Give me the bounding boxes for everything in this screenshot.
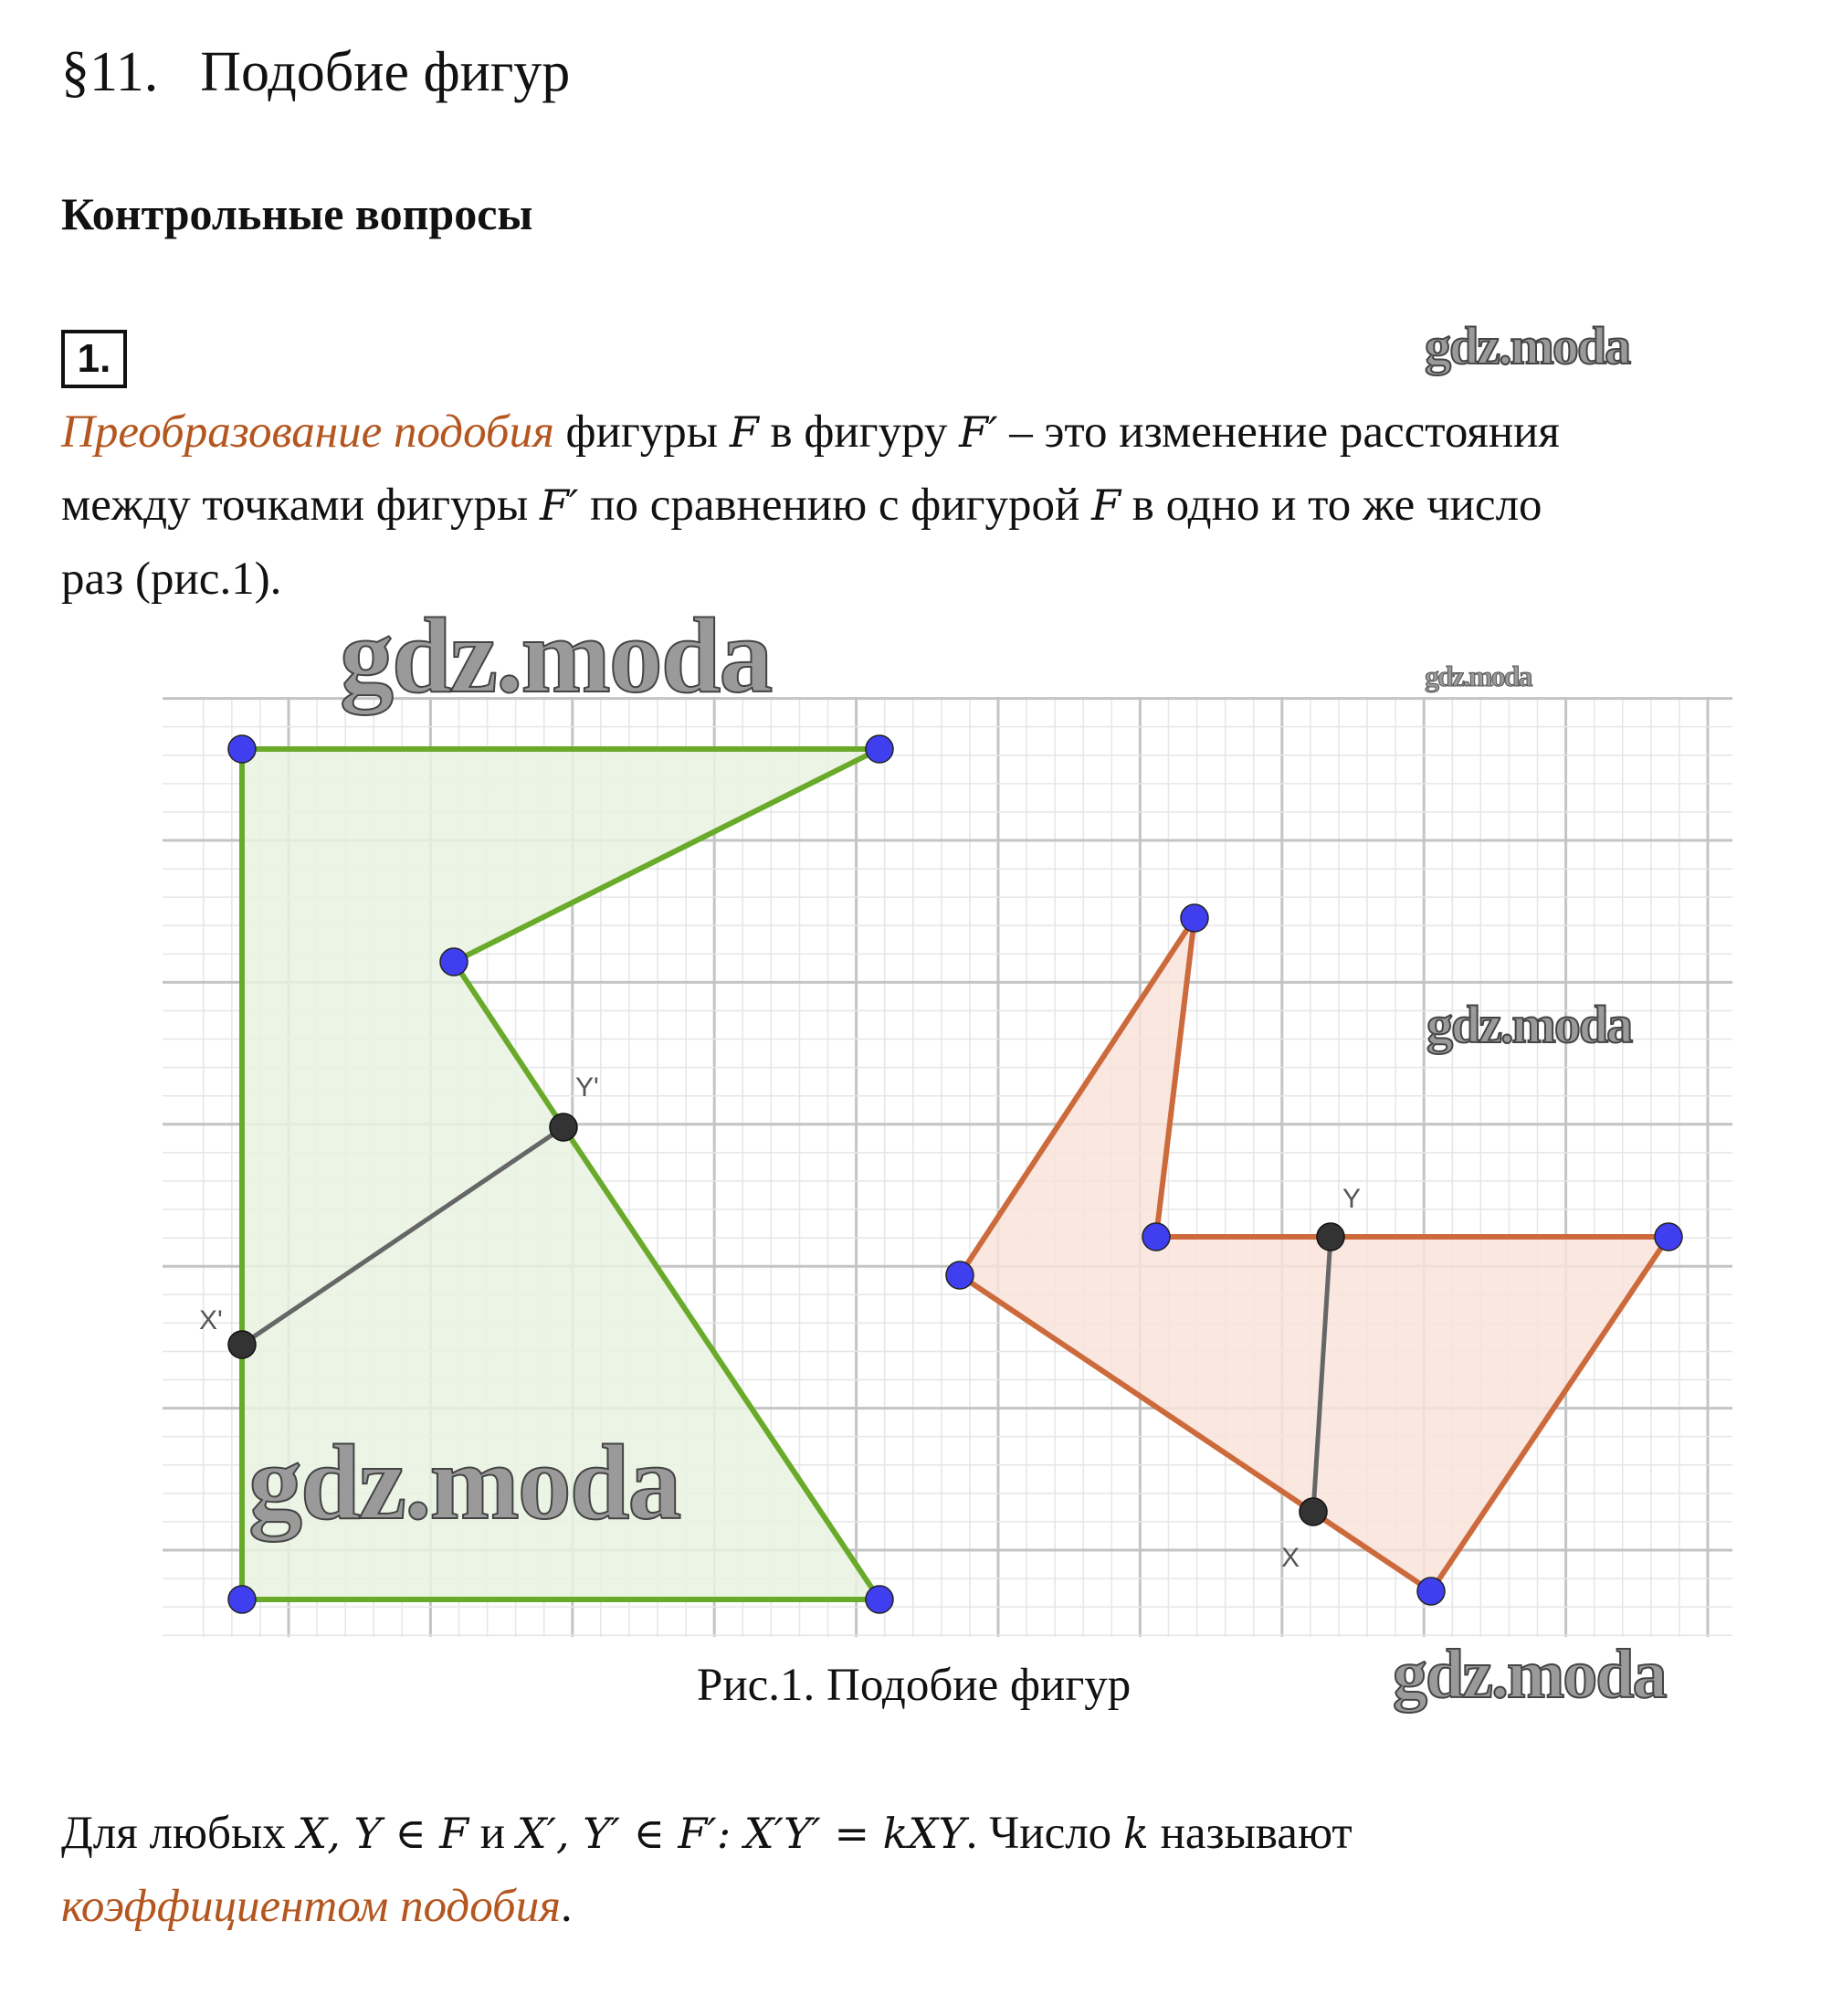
text: – это изменение расстояния — [997, 406, 1560, 458]
figure-caption: Рис.1. Подобие фигур — [697, 1660, 1132, 1711]
subheading: Контрольные вопросы — [61, 188, 533, 239]
math-k: k — [1122, 1809, 1149, 1858]
watermark: gdz.moda — [1425, 660, 1531, 692]
text: по сравнению с фигурой — [578, 480, 1092, 531]
text: Для любых — [61, 1808, 298, 1859]
label-y: Y — [1342, 1184, 1362, 1214]
section-title: Подобие фигур — [200, 41, 571, 103]
vertex — [228, 1586, 256, 1613]
text: фигуры — [553, 406, 730, 458]
text: называют — [1148, 1808, 1353, 1859]
math-F-prime: F′ — [959, 407, 998, 457]
watermark: gdz.moda — [1393, 1636, 1666, 1713]
vertex — [1655, 1223, 1682, 1251]
text: . — [560, 1881, 573, 1932]
watermark: gdz.moda — [340, 596, 772, 715]
watermark: gdz.moda — [248, 1422, 680, 1542]
watermark: gdz.moda — [1425, 316, 1630, 375]
vertex — [1417, 1578, 1445, 1605]
vertex — [866, 735, 893, 763]
math-F-prime: F′ — [540, 480, 579, 530]
vertex — [866, 1586, 893, 1613]
text: в одно и то же число — [1121, 480, 1542, 531]
text: . Число — [965, 1808, 1123, 1859]
point-y-prime — [550, 1114, 577, 1141]
label-x: X — [1281, 1543, 1300, 1573]
term-similarity-transform: Преобразование подобия — [61, 406, 554, 458]
vertex — [1142, 1223, 1170, 1251]
paragraph-line-3: раз (рис.1). — [61, 554, 282, 605]
math-xy-in-f: X, Y ∈ F — [297, 1809, 469, 1858]
point-x — [1300, 1498, 1327, 1525]
label-y-prime: Y' — [575, 1072, 599, 1103]
section-number: §11. — [61, 41, 159, 103]
vertex — [946, 1261, 974, 1289]
point-y — [1317, 1223, 1344, 1251]
text: между точками фигуры — [61, 480, 541, 531]
text: и — [468, 1808, 517, 1859]
vertex — [228, 735, 256, 763]
bottom-line-2 — [61, 1880, 573, 1933]
vertex — [1181, 904, 1208, 932]
bottom-line-1 — [61, 1807, 1353, 1860]
vertex — [440, 948, 468, 976]
label-x-prime: X' — [199, 1305, 223, 1335]
point-x-prime — [228, 1331, 256, 1358]
math-similarity-formula: X′, Y′ ∈ F′: X′Y′ = kXY — [516, 1809, 966, 1858]
watermark: gdz.moda — [1426, 995, 1632, 1054]
question-number-box: 1. — [61, 330, 127, 388]
math-F: F — [729, 407, 759, 457]
text: в фигуру — [758, 406, 960, 458]
term-similarity-coefficient: коэффициентом подобия — [61, 1881, 561, 1932]
math-F: F — [1091, 480, 1121, 530]
